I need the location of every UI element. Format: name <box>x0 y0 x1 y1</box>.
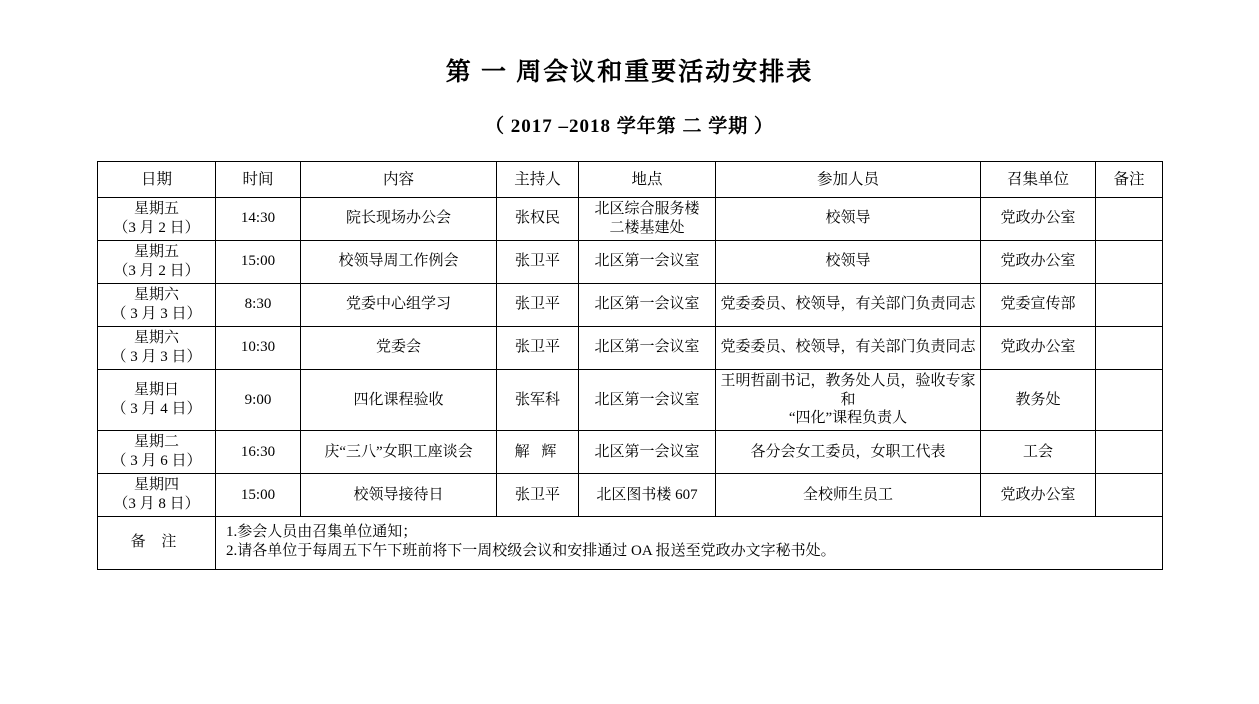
table-row <box>98 369 1163 430</box>
cell-time: 15:00 <box>216 240 301 283</box>
cell-place: 北区第一会议室 <box>579 369 716 430</box>
date-day: （3 月 8 日） <box>113 496 200 513</box>
date-weekday: 星期四 <box>133 477 179 494</box>
cell-content: 庆“三八”女职工座谈会 <box>301 431 497 474</box>
table-footer-row <box>98 517 1163 570</box>
cell-remark <box>1096 369 1163 430</box>
date-day: （ 3 月 6 日） <box>111 453 202 470</box>
cell-participants: 校领导 <box>716 197 981 240</box>
place-line-2: 二楼基建处 <box>609 219 685 236</box>
cell-participants: 党委委员、校领导，有关部门负责同志 <box>716 283 981 326</box>
header-date: 日期 <box>98 161 216 197</box>
cell-time: 16:30 <box>216 431 301 474</box>
page-subtitle: （ 2017 –2018 学年第 二 学期 ） <box>484 116 774 137</box>
date-day: （ 3 月 4 日） <box>111 400 202 417</box>
cell-time: 14:30 <box>216 197 301 240</box>
cell-date <box>98 369 216 430</box>
date-weekday: 星期六 <box>133 330 179 347</box>
cell-date <box>98 431 216 474</box>
date-day: （3 月 2 日） <box>113 262 200 279</box>
header-place: 地点 <box>579 161 716 197</box>
page-title: 第 一 周会议和重要活动安排表 <box>445 59 814 86</box>
participants-line-2: “四化”课程负责人 <box>788 410 908 427</box>
cell-participants: 各分会女工委员，女职工代表 <box>716 431 981 474</box>
cell-unit: 党政办公室 <box>981 326 1096 369</box>
date-day: （ 3 月 3 日） <box>111 305 202 322</box>
cell-participants <box>716 369 981 430</box>
cell-content: 党委会 <box>301 326 497 369</box>
footer-note-line-1: 1.参会人员由召集单位通知； <box>226 524 418 541</box>
cell-host: 张卫平 <box>497 283 579 326</box>
cell-remark <box>1096 326 1163 369</box>
cell-unit: 党政办公室 <box>981 240 1096 283</box>
cell-remark <box>1096 474 1163 517</box>
cell-unit: 党委宣传部 <box>981 283 1096 326</box>
cell-place: 北区第一会议室 <box>579 431 716 474</box>
date-day: （ 3 月 3 日） <box>111 348 202 365</box>
cell-date <box>98 240 216 283</box>
cell-date <box>98 283 216 326</box>
place-line-1: 北区综合服务楼 <box>594 201 700 218</box>
schedule-table-wrapper <box>97 161 1162 570</box>
cell-unit: 教务处 <box>981 369 1096 430</box>
cell-place: 北区第一会议室 <box>579 326 716 369</box>
footer-note-line-2: 2.请各单位于每周五下午下班前将下一周校级会议和安排通过 OA 报送至党政办文字秘书处。 <box>226 542 836 559</box>
footer-note-body <box>216 517 1163 570</box>
cell-participants: 全校师生员工 <box>716 474 981 517</box>
table-row <box>98 283 1163 326</box>
date-weekday: 星期日 <box>133 382 179 399</box>
table-row <box>98 326 1163 369</box>
header-content: 内容 <box>301 161 497 197</box>
table-header-row <box>98 161 1163 197</box>
cell-remark <box>1096 197 1163 240</box>
date-weekday: 星期五 <box>133 201 179 218</box>
table-row <box>98 197 1163 240</box>
cell-place <box>579 197 716 240</box>
cell-participants: 党委委员、校领导，有关部门负责同志 <box>716 326 981 369</box>
cell-time: 10:30 <box>216 326 301 369</box>
participants-line-1: 王明哲副书记，教务处人员，验收专家和 <box>720 372 976 408</box>
cell-host: 张卫平 <box>497 474 579 517</box>
cell-host: 张卫平 <box>497 240 579 283</box>
cell-time: 9:00 <box>216 369 301 430</box>
cell-place: 北区第一会议室 <box>579 240 716 283</box>
cell-time: 15:00 <box>216 474 301 517</box>
schedule-table <box>97 161 1163 570</box>
table-row <box>98 431 1163 474</box>
cell-participants: 校领导 <box>716 240 981 283</box>
footer-note-label: 备 注 <box>98 517 216 570</box>
cell-unit: 党政办公室 <box>981 197 1096 240</box>
header-unit: 召集单位 <box>981 161 1096 197</box>
cell-content: 院长现场办公会 <box>301 197 497 240</box>
header-time: 时间 <box>216 161 301 197</box>
date-day: （3 月 2 日） <box>113 219 200 236</box>
table-row <box>98 240 1163 283</box>
cell-remark <box>1096 431 1163 474</box>
document-page <box>0 58 1259 704</box>
cell-place: 北区第一会议室 <box>579 283 716 326</box>
date-weekday: 星期五 <box>133 244 179 261</box>
table-row <box>98 474 1163 517</box>
cell-unit: 党政办公室 <box>981 474 1096 517</box>
cell-time: 8:30 <box>216 283 301 326</box>
cell-date <box>98 326 216 369</box>
cell-host: 张权民 <box>497 197 579 240</box>
cell-unit: 工会 <box>981 431 1096 474</box>
cell-date <box>98 197 216 240</box>
cell-content: 校领导接待日 <box>301 474 497 517</box>
header-participants: 参加人员 <box>716 161 981 197</box>
date-weekday: 星期六 <box>133 287 179 304</box>
header-remark: 备注 <box>1096 161 1163 197</box>
cell-host: 张卫平 <box>497 326 579 369</box>
cell-content: 四化课程验收 <box>301 369 497 430</box>
cell-place: 北区图书楼 607 <box>579 474 716 517</box>
cell-remark <box>1096 240 1163 283</box>
cell-remark <box>1096 283 1163 326</box>
date-weekday: 星期二 <box>133 434 179 451</box>
cell-date <box>98 474 216 517</box>
cell-content: 校领导周工作例会 <box>301 240 497 283</box>
cell-host: 解 辉 <box>497 431 579 474</box>
cell-host: 张军科 <box>497 369 579 430</box>
cell-content: 党委中心组学习 <box>301 283 497 326</box>
header-host: 主持人 <box>497 161 579 197</box>
